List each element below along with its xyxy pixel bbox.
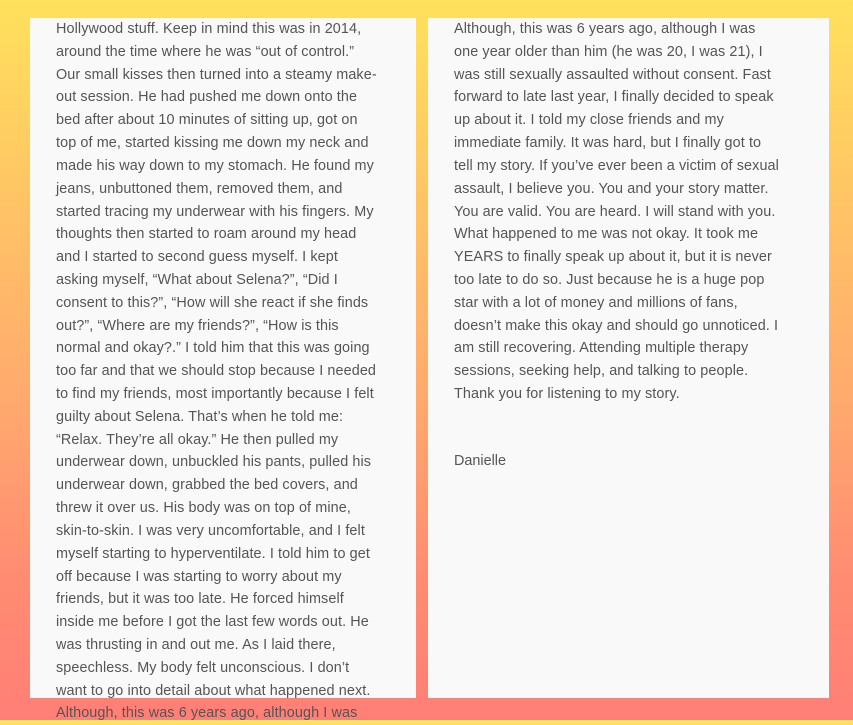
left-line-26: friends, but it was too late. He forced himself	[56, 591, 344, 608]
left-line-18: guilty about Selena. That’s when he told me:	[56, 408, 344, 425]
left-line-6: top of me, started kissing me down my neck and	[56, 135, 369, 152]
left-line-20: underwear down, unbuckled his pants, pulled his	[56, 454, 372, 471]
left-line-27: inside me before I got the last few words out. He	[56, 614, 369, 631]
left-line-19: “Relax. They’re all okay.” He then pulled my	[56, 431, 339, 448]
left-line-13: consent to this?”, “How will she react if she finds	[56, 294, 369, 311]
left-line-24: myself starting to hyperventilate. I told him to get	[56, 545, 370, 562]
left-line-28: was thrusting in and out me. As I laid there,	[56, 636, 336, 653]
left-note-page	[30, 18, 416, 722]
left-line-25: off because I was starting to worry about my	[56, 568, 342, 585]
left-line-30: want to go into detail about what happened next.	[56, 682, 371, 699]
left-line-11: and I started to second guess myself. I kept	[56, 249, 338, 266]
right-line-10: What happened to me was not okay. It took me	[454, 226, 759, 243]
right-line-5: up about it. I told my close friends and my	[454, 112, 724, 129]
right-line-9: You are valid. You are heard. I will stand with you.	[454, 203, 776, 220]
right-line-16: sessions, seeking help, and talking to people.	[454, 363, 749, 380]
right-line-12: too late to do so. Just because he is a huge pop	[454, 271, 765, 288]
right-line-4: forward to late last year, I finally decided to speak	[454, 89, 774, 106]
right-line-6: immediate family. It was hard, but I finally got to	[454, 135, 762, 152]
left-line-29: speechless. My body felt unconscious. I don’t	[56, 659, 350, 676]
left-line-3: Our small kisses then turned into a steamy make-	[56, 66, 377, 83]
left-line-9: started tracing my underwear with his fingers. My	[56, 203, 374, 220]
left-line-31: Although, this was 6 years ago, although I was	[56, 705, 358, 722]
right-line-2: one year older than him (he was 20, I was 21), I	[454, 43, 763, 60]
left-line-22: threw it over us. His body was on top of mine,	[56, 500, 351, 517]
right-line-17: Thank you for listening to my story.	[454, 386, 680, 402]
left-line-14: out?”, “Where are my friends?”, “How is this	[56, 317, 339, 334]
right-line-3: was still sexually assaulted without consent. Fast	[454, 66, 771, 83]
right-line-13: star with a lot of money and millions of fans,	[454, 294, 738, 311]
left-line-8: jeans, unbuttoned them, removed them, and	[56, 180, 343, 197]
left-line-7: made his way down to my stomach. He found my	[56, 157, 374, 174]
left-line-2: around the time where he was “out of control.”	[56, 43, 355, 60]
left-line-10: thoughts then started to roam around my head	[56, 226, 357, 243]
right-line-8: assault, I believe you. You and your story matter.	[454, 180, 769, 197]
right-line-14: doesn’t make this okay and should go unnoticed. I	[454, 317, 779, 334]
left-line-4: out session. He had pushed me down onto the	[56, 89, 358, 106]
left-note-text	[56, 18, 404, 725]
left-line-5: bed after about 10 minutes of sitting up, got on	[56, 112, 358, 129]
right-note-text	[454, 18, 826, 406]
right-line-1: Although, this was 6 years ago, although I was	[454, 21, 756, 37]
left-line-12: asking myself, “What about Selena?”, “Did I	[56, 271, 338, 288]
right-line-7: tell my story. If you’ve ever been a victim of sexual	[454, 157, 779, 174]
left-line-21: underwear down, grabbed the bed covers, and	[56, 477, 358, 494]
left-line-23: skin-to-skin. I was very uncomfortable, and I felt	[56, 522, 365, 539]
right-line-11: YEARS to finally speak up about it, but it is never	[454, 249, 772, 266]
right-line-15: am still recovering. Attending multiple therapy	[454, 340, 749, 357]
right-note-page	[428, 18, 829, 698]
left-line-16: too far and that we should stop because I needed	[56, 363, 377, 380]
left-line-15: normal and okay?.” I told him that this was going	[56, 340, 370, 357]
left-line-1: Hollywood stuff. Keep in mind this was in 2014,	[56, 21, 362, 37]
left-line-17: to find my friends, most importantly because I felt	[56, 386, 374, 402]
signature: Danielle	[454, 453, 506, 469]
